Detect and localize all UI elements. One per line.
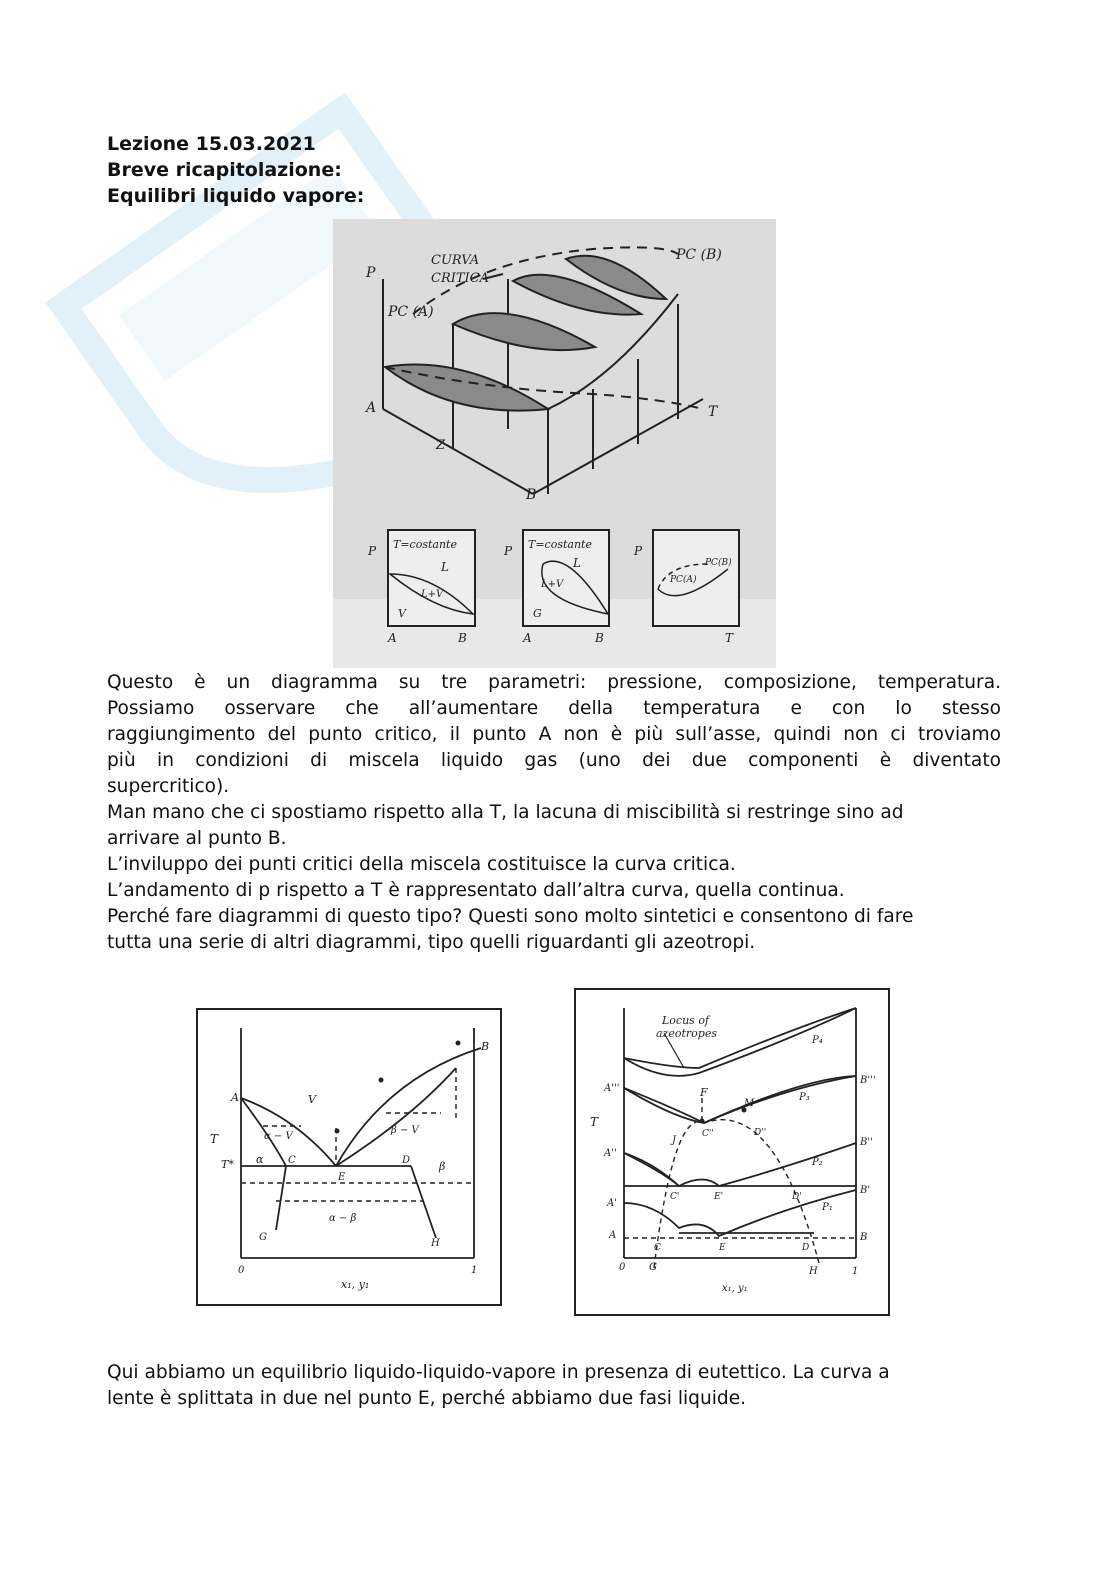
label-c2: C'' — [702, 1129, 714, 1139]
label-tstar: T* — [221, 1158, 234, 1171]
label-xlabel: x₁, y₁ — [341, 1278, 370, 1291]
paragraph-1: Questo è un diagramma su tre parametri: pressione, composizione, temperatura. Possiamo osservare che all’aumentare della temperatura e con lo stesso raggiungimento del punto critico, il punto A non è più sull’asse, quindi non ci troviamo più in condizioni di miscela liquido gas (uno dei due componenti è diventato supercritico). — [107, 672, 1001, 797]
recap-title: Breve ricapitolazione: — [107, 159, 342, 181]
label-one: 1 — [471, 1265, 478, 1276]
label-g: G — [649, 1262, 657, 1273]
label-e1: E' — [714, 1192, 724, 1202]
label-one: 1 — [852, 1266, 859, 1277]
azeotrope-diagram — [574, 988, 890, 1316]
label-g: G — [259, 1232, 267, 1243]
label-t: T — [590, 1115, 599, 1129]
label-z: Z — [436, 438, 446, 453]
label-a1: A' — [607, 1198, 617, 1209]
label-a3: A''' — [604, 1083, 620, 1094]
label-bv: β − V — [391, 1125, 419, 1136]
panel1-b: B — [458, 631, 467, 645]
paragraph-4: L’andamento di p rispetto a T è rappresentato dall’altra curva, quella continua. — [107, 880, 845, 901]
label-pcb: PC (B) — [676, 247, 722, 263]
label-zero: 0 — [619, 1262, 626, 1273]
panel3-pcb: PC(B) — [705, 558, 732, 568]
label-b0: B — [860, 1232, 868, 1243]
label-e0: E — [719, 1243, 726, 1253]
label-c0: C — [654, 1243, 661, 1253]
label-j: J — [672, 1135, 677, 1146]
label-m: M — [744, 1098, 755, 1109]
panel2-p: P — [504, 544, 513, 558]
label-critica: CRITICA — [431, 271, 490, 286]
label-d1: D' — [792, 1192, 802, 1202]
panel3-p: P — [634, 544, 643, 558]
panel1-title: T=costante — [393, 538, 457, 551]
panel1-p: P — [368, 544, 377, 558]
panel2-l: L — [573, 556, 581, 570]
label-v: V — [308, 1093, 316, 1106]
label-ab: α − β — [329, 1213, 357, 1224]
panel2-b: B — [595, 631, 604, 645]
label-a: A — [366, 400, 377, 416]
label-p3: P₃ — [799, 1092, 810, 1103]
label-b3: B''' — [860, 1075, 876, 1086]
label-beta: β — [439, 1160, 446, 1173]
label-p2: P₂ — [812, 1157, 823, 1168]
label-h: H — [809, 1266, 818, 1277]
panel2-a: A — [523, 631, 532, 645]
label-b1: B' — [860, 1185, 871, 1196]
panel1-v: V — [398, 607, 406, 620]
label-xlabel: x₁, y₁ — [722, 1283, 748, 1294]
label-zero: 0 — [238, 1265, 245, 1276]
label-c1: C' — [670, 1192, 680, 1202]
label-alpha: α — [256, 1153, 264, 1166]
page-heading — [107, 131, 364, 209]
label-b: B — [481, 1040, 490, 1053]
panel1-l: L — [441, 560, 449, 574]
label-e: E — [338, 1172, 346, 1183]
label-d2: D'' — [754, 1128, 767, 1138]
label-b: B — [526, 487, 537, 503]
label-curva: CURVA — [431, 253, 480, 268]
label-av: α − V — [264, 1131, 293, 1142]
label-d: D — [402, 1155, 411, 1166]
panel3-t: T — [725, 631, 734, 645]
label-a: A — [231, 1091, 239, 1104]
paragraph-5: Perché fare diagrammi di questo tipo? Questi sono molto sintetici e consentono di fare tutta una serie di altri diagrammi, tipo quelli riguardanti gli azeotropi. — [107, 906, 914, 953]
label-c: C — [288, 1155, 296, 1166]
panel1-a: A — [388, 631, 397, 645]
label-p1: P₁ — [822, 1202, 833, 1213]
panel2-lv: L+V — [541, 579, 564, 590]
label-a2: A'' — [604, 1148, 617, 1159]
paragraph-3: L’inviluppo dei punti critici della miscela costituisce la curva critica. — [107, 854, 736, 875]
label-locus1: Locus of — [662, 1014, 710, 1027]
topic-title: Equilibri liquido vapore: — [107, 185, 365, 207]
label-a0: A — [609, 1230, 617, 1241]
label-d0: D — [802, 1243, 810, 1253]
label-pca: PC (A) — [388, 304, 434, 320]
panel1-lv: L+V — [421, 589, 444, 600]
label-p4: P₄ — [812, 1035, 823, 1046]
label-t: T — [708, 404, 718, 420]
label-h: H — [431, 1238, 440, 1249]
panel3-pca: PC(A) — [670, 575, 697, 585]
panel2-g: G — [533, 607, 542, 620]
label-f: F — [700, 1086, 708, 1099]
eutectic-diagram — [196, 1008, 502, 1306]
label-b2: B'' — [860, 1137, 873, 1148]
label-p: P — [366, 265, 376, 281]
paragraph-2: Man mano che ci spostiamo rispetto alla T, la lacuna di miscibilità si restringe sino ad arrivare al punto B. — [107, 802, 904, 849]
label-locus2: azeotropes — [656, 1027, 717, 1040]
pvt-3d-diagram — [333, 219, 776, 668]
paragraph-6: Qui abbiamo un equilibrio liquido-liquido-vapore in presenza di eutettico. La curva a lente è splittata in due nel punto E, perché abbiamo due fasi liquide. — [107, 1362, 890, 1409]
label-t: T — [210, 1132, 219, 1146]
lesson-date: Lezione 15.03.2021 — [107, 133, 316, 155]
panel2-title: T=costante — [528, 538, 592, 551]
